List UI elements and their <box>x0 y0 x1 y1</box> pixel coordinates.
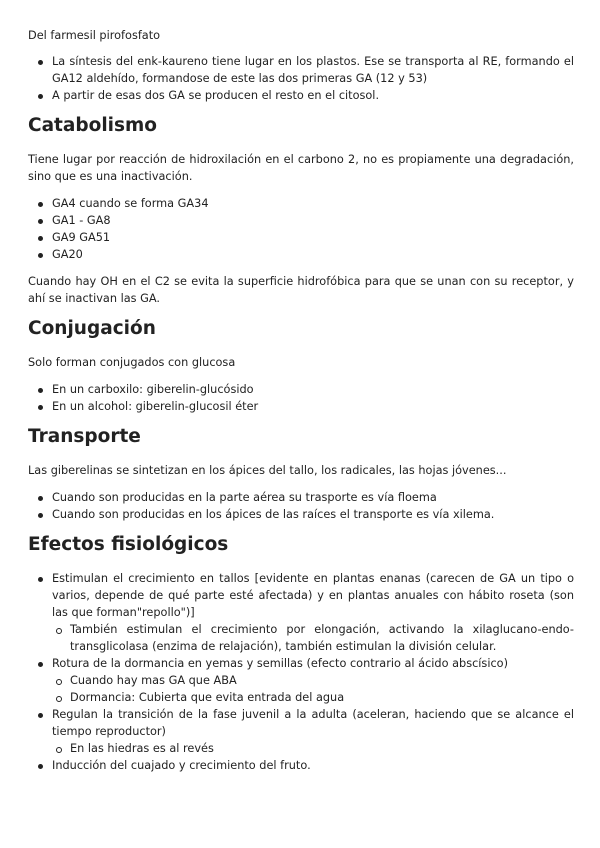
list-item <box>52 570 574 655</box>
section-heading-catabolismo: Catabolismo <box>28 115 158 136</box>
list-item <box>52 706 574 757</box>
transporte-list <box>28 489 574 523</box>
list-item <box>52 655 574 706</box>
list-item: En un alcohol: giberelin-glucosil éter <box>52 398 574 415</box>
sub-list <box>52 740 574 757</box>
list-item: Cuando son producidas en la parte aérea su trasporte es vía floema <box>52 489 574 506</box>
list-item-text: Regulan la transición de la fase juvenil a la adulta (aceleran, haciendo que se alcance el tiempo reproductor) <box>52 708 574 738</box>
intro-text: Del farmesil pirofosfato <box>28 29 161 42</box>
catabolismo-list <box>28 195 574 263</box>
efectos-list <box>28 570 574 774</box>
list-item: Cuando son producidas en los ápices de las raíces el transporte es vía xilema. <box>52 506 574 523</box>
section-heading-conjugacion: Conjugación <box>28 318 156 339</box>
paragraph: Tiene lugar por reacción de hidroxilación en el carbono 2, no es propiamente una degradación, sino que es una inactivación. <box>28 153 574 183</box>
sub-list-item: En las hiedras es al revés <box>70 740 574 757</box>
sub-list <box>52 672 574 706</box>
list-item <box>52 757 574 774</box>
paragraph: Solo forman conjugados con glucosa <box>28 356 236 369</box>
sub-list-item: Dormancia: Cubierta que evita entrada del agua <box>70 689 574 706</box>
list-item: La síntesis del enk-kaureno tiene lugar en los plastos. Ese se transporta al RE, formando el GA12 aldehído, formandose de este las dos primeras GA (12 y 53) <box>52 55 574 85</box>
list-item: GA4 cuando se forma GA34 <box>52 195 574 212</box>
list-item-text: Estimulan el crecimiento en tallos [evidente en plantas enanas (carecen de GA un tipo o varios, depende de qué parte esté afectada) y en plantas anuales con hábito roseta (son las que forman"repollo")] <box>52 572 574 619</box>
paragraph: Las giberelinas se sintetizan en los ápices del tallo, los radicales, las hojas jóvenes... <box>28 464 507 477</box>
list-item: En un carboxilo: giberelin-glucósido <box>52 381 574 398</box>
sub-list-item: Cuando hay mas GA que ABA <box>70 672 574 689</box>
paragraph: Cuando hay OH en el C2 se evita la superficie hidrofóbica para que se unan con su receptor, y ahí se inactivan las GA. <box>28 275 574 305</box>
list-item: GA1 - GA8 <box>52 212 574 229</box>
intro-list <box>28 53 574 104</box>
list-item: GA9 GA51 <box>52 229 574 246</box>
conjugacion-list <box>28 381 574 415</box>
list-item-text: Inducción del cuajado y crecimiento del fruto. <box>52 759 311 772</box>
sub-list <box>52 621 574 655</box>
sub-list-item: También estimulan el crecimiento por elongación, activando la xilaglucano-endo-transglicolasa (enzima de relajación), también estimulan la división celular. <box>70 623 574 653</box>
list-item: A partir de esas dos GA se producen el resto en el citosol. <box>52 87 574 104</box>
section-heading-efectos: Efectos fisiológicos <box>28 534 229 555</box>
list-item-text: Rotura de la dormancia en yemas y semillas (efecto contrario al ácido abscísico) <box>52 657 508 670</box>
list-item: GA20 <box>52 246 574 263</box>
section-heading-transporte: Transporte <box>28 426 141 447</box>
